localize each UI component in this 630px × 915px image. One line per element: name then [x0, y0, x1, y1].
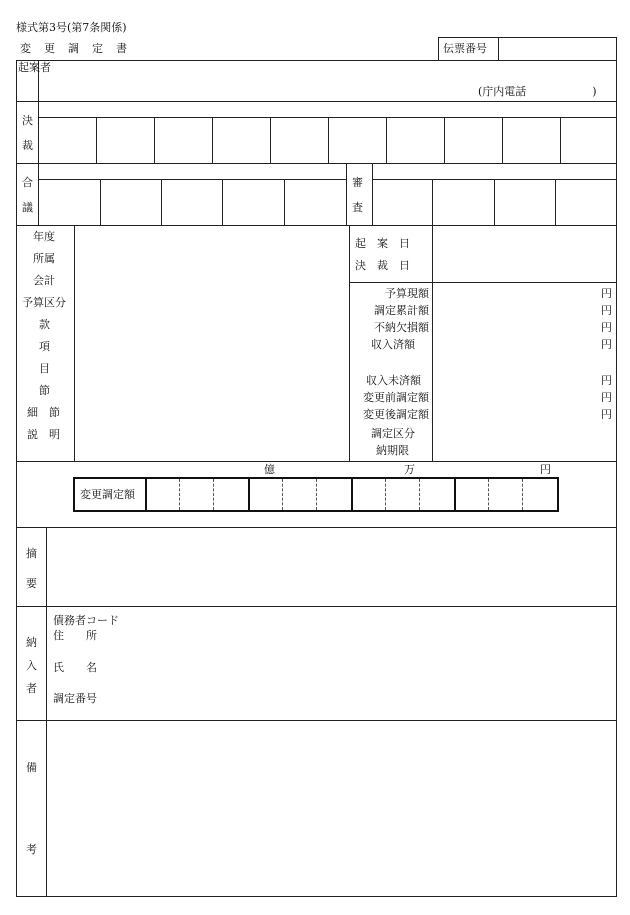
summary-label-1: 摘: [26, 547, 37, 560]
yen-unit: 円: [601, 287, 612, 300]
assessment-number-label: 調定番号: [53, 692, 97, 705]
summary-field[interactable]: [48, 529, 614, 605]
yen-unit: 円: [601, 374, 612, 387]
form-title: 変 更 調 定 書: [20, 42, 128, 55]
drafter-field[interactable]: [40, 62, 470, 99]
name-label: 氏 名: [53, 661, 97, 674]
approval-label-1: 決: [22, 114, 33, 127]
fields-entry-area[interactable]: [76, 227, 347, 459]
payer-label-2: 入: [26, 659, 37, 672]
field-kan: 款: [39, 318, 50, 331]
amount-label: 変更前調定額: [363, 391, 429, 404]
amount-label: 調定区分: [371, 427, 415, 440]
amount-label: 収入済額: [371, 338, 415, 351]
amount-label: 納期限: [376, 444, 409, 457]
draft-date-label: 起 案 日: [355, 237, 410, 250]
field-setsu: 節: [39, 384, 50, 397]
unit-yen: 円: [540, 463, 551, 476]
amount-label: 変更後調定額: [363, 408, 429, 421]
yen-unit: 円: [601, 338, 612, 351]
consult-label-2: 議: [22, 201, 33, 214]
payer-field[interactable]: [135, 608, 614, 718]
field-budget-category: 予算区分: [22, 296, 66, 309]
yen-unit: 円: [601, 304, 612, 317]
field-sub-setsu: 細 節: [27, 406, 60, 419]
field-description: 説 明: [27, 428, 60, 441]
yen-unit: 円: [601, 408, 612, 421]
review-label-1: 審: [352, 176, 363, 189]
amount-label: 不納欠損額: [374, 321, 429, 334]
voucher-number-label: 伝票番号: [443, 42, 487, 55]
payer-label-1: 納: [26, 636, 37, 649]
unit-man: 万: [404, 463, 415, 476]
payer-label-3: 者: [26, 682, 37, 695]
consult-label-1: 合: [22, 176, 33, 189]
yen-unit: 円: [601, 321, 612, 334]
phone-extension: (庁内電話 ): [478, 85, 597, 98]
yen-unit: 円: [601, 391, 612, 404]
remarks-label-2: 考: [26, 843, 37, 856]
field-account: 会計: [33, 274, 55, 287]
voucher-number-field[interactable]: [500, 39, 614, 59]
unit-oku: 億: [264, 463, 275, 476]
field-fiscal-year: 年度: [33, 230, 55, 243]
debtor-code-label: 債務者コード: [53, 614, 119, 627]
field-department: 所属: [33, 252, 55, 265]
amount-label: 収入未済額: [366, 374, 421, 387]
review-label-2: 査: [352, 201, 363, 214]
approval-label-2: 裁: [22, 139, 33, 152]
summary-label-2: 要: [26, 577, 37, 590]
amounts-entry-area[interactable]: [434, 284, 579, 459]
drafter-label: 起案者: [18, 61, 51, 74]
remarks-label-1: 備: [26, 761, 37, 774]
change-amount-digits[interactable]: [147, 479, 557, 510]
change-amount-label: 変更調定額: [80, 488, 135, 501]
approval-date-label: 決 裁 日: [355, 259, 410, 272]
field-moku: 目: [39, 362, 50, 375]
amount-label: 調定累計額: [374, 304, 429, 317]
remarks-field[interactable]: [48, 722, 614, 894]
address-label: 住 所: [53, 629, 97, 642]
form-number: 様式第3号(第7条関係): [16, 21, 127, 34]
field-kou: 項: [39, 340, 50, 353]
dates-entry-area[interactable]: [434, 227, 614, 280]
amount-label: 予算現額: [385, 287, 429, 300]
